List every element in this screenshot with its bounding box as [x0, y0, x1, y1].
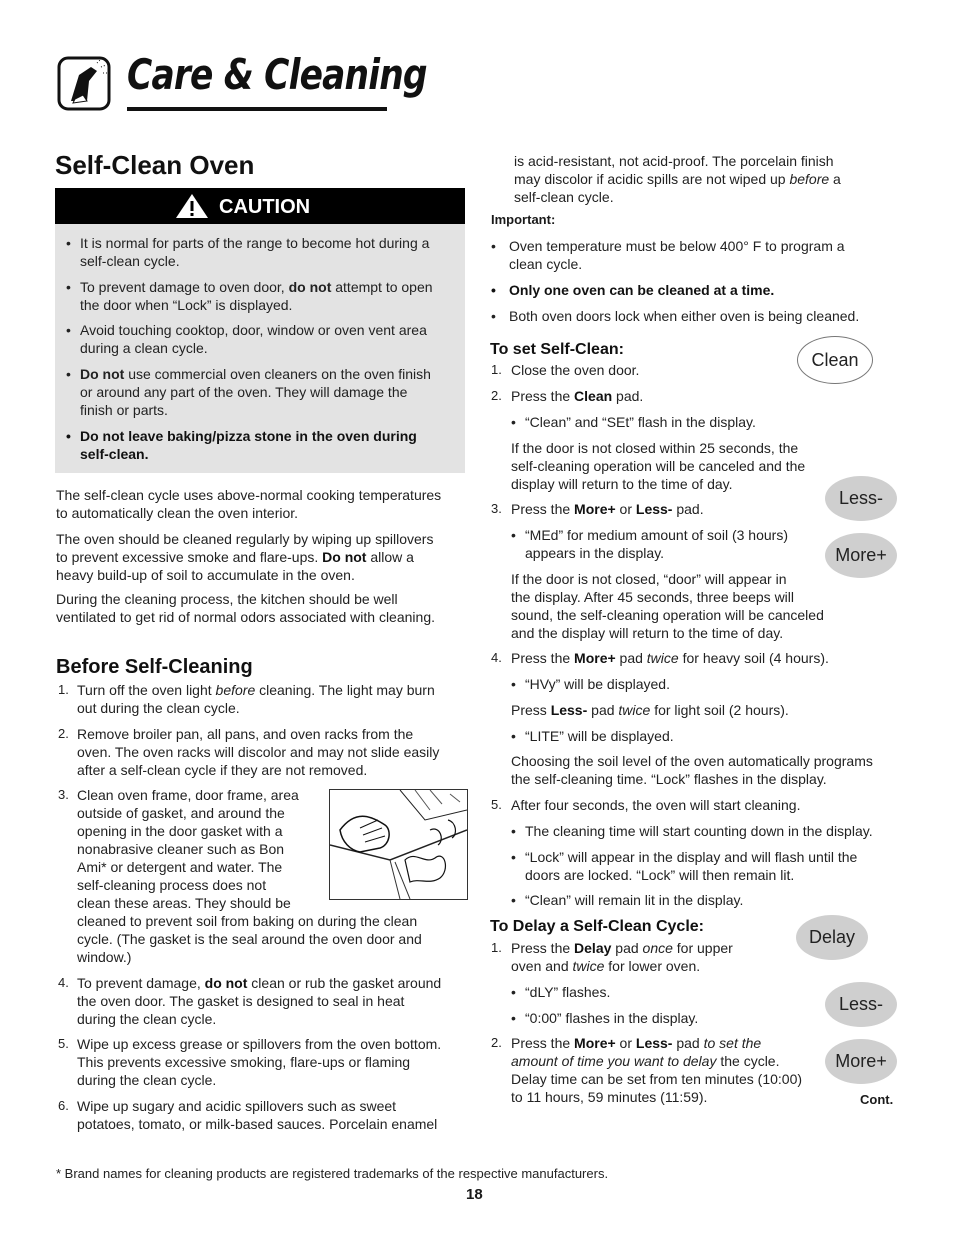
intro-paragraph: During the cleaning process, the kitchen should be well ventilated to get rid of normal odors associated with cleaning. — [56, 591, 435, 625]
step-number: 1. — [491, 362, 502, 377]
intro-paragraph: The oven should be cleaned regularly by wiping up spillovers to prevent excessive smoke and flare-ups. Do not allow a heavy build-up of soil to accumulate in the oven. — [56, 531, 434, 583]
delay-title: To Delay a Self-Clean Cycle: — [490, 918, 704, 935]
caution-label: CAUTION — [219, 196, 311, 218]
step-paragraph: Press Less- pad twice for light soil (2 hours). — [511, 702, 789, 718]
step-bullet: • “0:00” flashes in the display. — [511, 1010, 699, 1026]
less-pad: Less- — [825, 982, 897, 1027]
step-number: 2. — [491, 388, 502, 403]
step-text: Press the Delay pad once for upper oven and twice for lower oven. — [511, 940, 733, 974]
step-bullet: • “HVy” will be displayed. — [511, 676, 670, 692]
item-number: 5. — [58, 1036, 69, 1051]
intro-paragraph: The self-clean cycle uses above-normal cooking temperatures to automatically clean the oven interior. — [56, 487, 442, 521]
step-text: Press the More+ pad twice for heavy soil (4 hours). — [511, 650, 829, 666]
footnote: * Brand names for cleaning products are registered trademarks of the respective manufacturers. — [56, 1166, 609, 1181]
item-number: 3. — [58, 787, 69, 802]
cleaning-logo-icon — [57, 55, 112, 112]
caution-item: • To prevent damage to oven door, do not attempt to open the door when “Lock” is displayed. — [66, 279, 433, 313]
caution-item: • Do not leave baking/pizza stone in the oven during self-clean. — [66, 428, 417, 462]
step-text: Press the Clean pad. — [511, 388, 644, 404]
item-number: 1. — [58, 682, 69, 697]
more-pad: More+ — [825, 1039, 897, 1084]
caution-item: • Avoid touching cooktop, door, window or oven vent area during a clean cycle. — [66, 322, 427, 356]
set-clean-title: To set Self-Clean: — [490, 341, 624, 358]
step-paragraph: If the door is not closed within 25 seconds, the self-cleaning operation will be canceled and the display will return to the time of day. — [511, 440, 806, 492]
step-text: After four seconds, the oven will start cleaning. — [511, 797, 801, 813]
step-bullet: • “Lock” will appear in the display and will flash until the doors are locked. “Lock” will then remain lit. — [511, 849, 858, 883]
step-number: 4. — [491, 650, 502, 665]
before-item: Wipe up sugary and acidic spillovers such as sweet potatoes, tomato, or milk-based sauces. Porcelain enamel — [77, 1098, 438, 1132]
caution-item: • It is normal for parts of the range to become hot during a self-clean cycle. — [66, 235, 430, 269]
before-title: Before Self-Cleaning — [56, 656, 253, 678]
important-item: • Both oven doors lock when either oven is being cleaned. — [491, 308, 860, 324]
item-number: 4. — [58, 975, 69, 990]
clean-pad: Clean — [797, 336, 873, 384]
less-pad: Less- — [825, 476, 897, 521]
more-pad: More+ — [825, 533, 897, 578]
warning-icon — [175, 193, 209, 219]
before-item: Wipe up excess grease or spillovers from the oven bottom. This prevents excessive smoking, flare-ups or flaming during the clean cycle. — [77, 1036, 442, 1088]
continued-paragraph: is acid-resistant, not acid-proof. The porcelain finish may discolor if acidic spills are not wiped up before a self-clean cycle. — [514, 153, 841, 205]
before-item: To prevent damage, do not clean or rub the gasket around the oven door. The gasket is designed to seal in heat during the clean cycle. — [77, 975, 442, 1027]
step-number: 1. — [491, 940, 502, 955]
header-rule — [127, 107, 387, 111]
before-item: Clean oven frame, door frame, area outside of gasket, and around the opening in the door gasket with a nonabrasive cleaner such as Bon Ami* or detergent and water. The self-cleaning process does not clean these areas. They should be cleaned to prevent soil from baking on during the clean cycle. (The gasket is the seal around the oven door and window.) — [77, 787, 422, 965]
step-number: 2. — [491, 1035, 502, 1050]
header-title: Care & Cleaning — [127, 50, 427, 99]
before-item: Turn off the oven light before cleaning. The light may burn out during the clean cycle. — [77, 682, 435, 716]
delay-pad: Delay — [796, 915, 868, 960]
step-paragraph: Choosing the soil level of the oven automatically programs the self-cleaning time. “Lock” flashes in the display. — [511, 753, 873, 787]
step-paragraph: If the door is not closed, “door” will appear in the display. After 45 seconds, three beeps will sound, the self-cleaning operation will be canceled and the display will return to the time of day. — [511, 571, 824, 641]
important-item: • Oven temperature must be below 400° F to program a clean cycle. — [491, 238, 845, 272]
step-bullet: • “LITE” will be displayed. — [511, 728, 674, 744]
oven-door-illustration — [329, 789, 468, 900]
continued-label: Cont. — [860, 1092, 894, 1107]
step-bullet: • “MEd” for medium amount of soil (3 hours) appears in the display. — [511, 527, 788, 561]
important-label: Important: — [491, 212, 556, 227]
before-item: Remove broiler pan, all pans, and oven racks from the oven. The oven racks will discolor and may not slide easily after a self-clean cycle if they are not removed. — [77, 726, 440, 778]
caution-header — [55, 188, 465, 224]
section-title: Self-Clean Oven — [55, 150, 255, 180]
step-number: 5. — [491, 797, 502, 812]
important-item: • Only one oven can be cleaned at a time. — [491, 282, 775, 298]
step-text: Press the More+ or Less- pad to set the amount of time you want to delay the cycle. Delay time can be set from ten minutes (10:00) to 11 hours, 59 minutes (11:59). — [511, 1035, 803, 1105]
step-bullet: • The cleaning time will start counting down in the display. — [511, 823, 873, 839]
step-bullet: • “Clean” and “SEt” flash in the display. — [511, 414, 756, 430]
page-number: 18 — [466, 1186, 483, 1203]
step-bullet: • “Clean” will remain lit in the display. — [511, 892, 744, 908]
step-bullet: • “dLY” flashes. — [511, 984, 611, 1000]
step-text: Press the More+ or Less- pad. — [511, 501, 704, 517]
item-number: 2. — [58, 726, 69, 741]
step-number: 3. — [491, 501, 502, 516]
item-number: 6. — [58, 1098, 69, 1113]
step-text: Close the oven door. — [511, 362, 640, 378]
caution-item: • Do not use commercial oven cleaners on the oven finish or around any part of the oven. They will damage the finish or parts. — [66, 366, 431, 418]
